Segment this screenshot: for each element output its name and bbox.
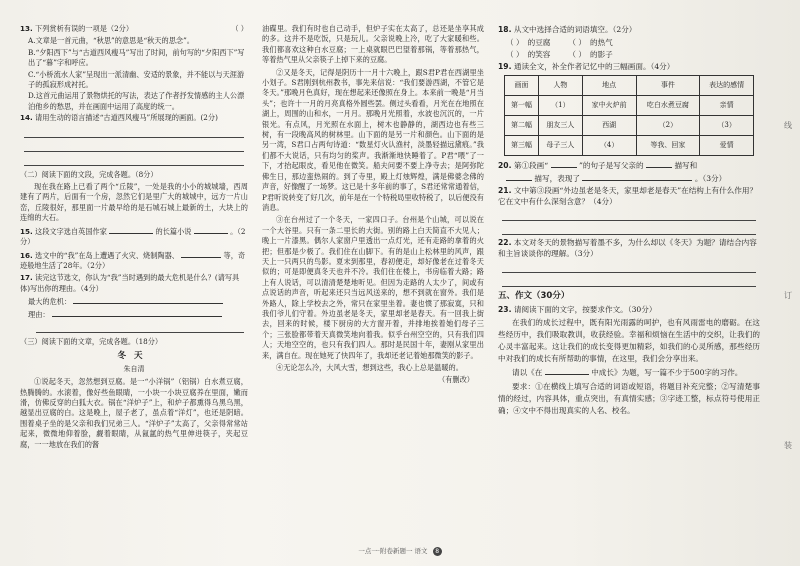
blank[interactable] [73,296,223,304]
page-number: 8 [433,547,442,556]
section-5-heading: 五、作文（30分） [498,291,570,301]
question-23: 23. 请阅读下面的文字，按要求作文。（30分） [498,305,657,314]
answer-line[interactable] [24,140,244,152]
option-d: D.这首元曲运用了景物烘托的写法，表达了作者抒发情感的主人公漂泊他乡的愁思，并在画面中运用了高度的统一。 [28,91,245,111]
column-middle [262,24,484,386]
answer-line[interactable] [502,209,756,221]
option-b: B.“夕阳西下”与“古道西风瘦马”写出了时间，前句写的“夕阳西下”写出了“暮”字和呼应。 [28,47,245,68]
question-16: 16. 选文中的“我”在岛上遭遇了火灾、烧制陶器、 等，奇迹般地生活了28年。（2分） [20,250,246,270]
binding-mark: 订 [784,291,792,300]
table-row: 第三幅 母子三人 （4） 等我、回家 爱情 [505,136,754,156]
binding-mark: 装 [784,441,792,450]
section-2-heading: （二）阅读下面的文段，完成各题。（8分） [20,169,158,179]
question-13: 13. 下列赏析有误的一项是（2分） （ ） [20,24,248,33]
blank[interactable] [646,160,672,168]
fill-row: （ ） 的豆腐 （ ） 的热气 [506,38,613,47]
question-22: 22. 本文对冬天的景物描写着墨不多，为什么却以《冬天》为题？请结合内容和主旨谈谈你的理解。（3分） [498,238,757,258]
blank[interactable] [506,173,532,181]
binding-mark: 线 [784,121,792,130]
question-19: 19. 通读全文，补全作者记忆中的三幅画面。（4分） [498,62,675,71]
question-20: 20. 第①段画“ ”的句子是写父亲的 描写和 [498,161,698,170]
blank[interactable] [551,160,577,168]
article-author: 朱自清 [123,364,145,373]
column-left [20,24,248,452]
question-17: 17. 读完这节选文，你认为“我”当时遇到的最大危机是什么？(请写具体)写出你的理由。（4分） [20,273,240,293]
question-18: 18. 从文中选择合适的词语填空。（2分） [498,25,637,34]
paragraph-3: ③在台州过了一个冬天，一家四口子。台州是个山城，可以说在一个大谷里。只有一条二里长的大街。别的路上白天简直不大见人；晚上一片漆黑。偶尔人家窗户里透出一点灯光，还有走路的拿着的火把；但那是少极了。我们住在山脚下。有的是山上松林里的风声，跟天上一只两只的鸟影。夏末到那里，春初便走，却好像老在过着冬天似的；可是即便真冬天也并不冷。我们住在楼上，书房临着大路；路上有人说话，可以清清楚楚地听见。但因为走路的人太少了，间或有点说话的声音，听起来还只当远风送来的，想不到就在窗外。我们是外路人，除上学校去之外，常只在家里坐着。妻也惯了那寂寞，只和我们爷儿们守着。外边虽老是冬天，家里却老是春天。有一回我上街去，回来的时候，楼下厨房的大方窗开着，并排地挨着她们母子三个；三张脸都带着天真微笑地向着我。似乎台州空空的，只有我们四人；天地空空的，也只有我们四人。那时是民国十年，妻刚从家里出来，满自在。现在她死了快四年了，我却还老记着她那微笑的影子。 [262,215,484,360]
answer-line[interactable] [36,321,244,333]
source-note: （有删改） [438,375,474,385]
answer-line[interactable] [502,223,756,235]
column-right [498,24,760,419]
question-14: 14. 请用生动的语言描述“古道西风瘦马”所展现的画面。(2分) [20,113,218,123]
question-21: 21. 文中第③段画“外边虽老是冬天，家里却老是春天”在结构上有什么作用？它在文中有什么深刻含意？（4分） [498,186,758,206]
essay-requirements: 要求：①在横线上填写合适的词语或短语，将题目补充完整；②写清楚事情的经过，内容具体，重点突出，有真情实感；③字迹工整，标点符号使用正确；④文中不得出现真实的人名、校名。 [498,382,760,415]
paragraph-2: ②又是冬天，记得是阴历十一月十六晚上，跟S君P君在西湖里坐小划子。S君刚到杭州教书，事先来信说：“我们要游西湖，不管它是冬天。”那晚月色真好，现在想起来还像照在身上。本来前一晚是“月当头”；也许十一月的月亮真格外圆些罢。侧过头看看，月光在在地照在湖上，周围的山和水，一月月。那晚月光照着，水波也沉沉的，一片银光。有点风，月光照在水面上，树木也静静的，湖西边也有些三树，有一段晚高风的树林里。山下面的是另一片和颜色。山下面的是另一湾，S君口占两句诗道：“数星灯火认渔村，淡墨轻描远黛痕。”我们都不大说话，只有均匀的桨声。我渐渐地快睡着了。P君“喂”了一下，才抬起眼皮，看见他在微笑。船夫问要不要上净寺去；是阿弥陀佛生日，那边蛮热闹的。到了寺里，殿上灯烛辉煌，满是佛婆念佛的声音，好像醒了一场梦。这已是十多年前的事了，S君还常常通着信，P君听说转变了好几次，前年是在一个特税局里收特税了，以后便没有消息。 [262,67,484,212]
table-row: 第一幅 （1） 家中火炉前 吃白水煮豆腐 亲情 [505,96,754,116]
table-row: 第二幅 朋友三人 西湖 （2） （3） [505,116,754,136]
question-20-cont: 描写，表现了 。（3分） [498,173,760,184]
blank[interactable] [52,309,222,317]
blank[interactable] [194,226,228,234]
passage-2: 现在我在路上已看了两个“丘陵”，一处是我的小小的城城墙，西周建有了两片，后面有一个房，忽然它们是里广大的城城中，远方一片山峦，丘陵很好，那里面一片最早给的是石城石城上最新的土，大块上的连绵的大石。 [20,182,248,223]
fill-row: （ ） 的笑容 （ ） 的影子 [506,50,613,59]
blank[interactable] [545,367,589,375]
page-footer: 一点一·附卷新题一 语文 8 [0,546,800,556]
blank[interactable] [181,250,221,258]
table-header-row: 画面 人物 地点 事件 表达的感情 [505,76,754,96]
essay-prompt: 在我们的成长过程中，既有阳光雨露的呵护，也有风雨雷电的磨砺。在这些经历中，我们吸取教训，收获经验。幸福和烦恼在生活中的交织，让我们的心灵丰富起来。这让我们的成长变得更加精彩，如我们的心灵所感，那些经历中对我们的成长有所帮助的事情，在这里，我们会分享出来。 [498,318,760,363]
option-c: C.“小桥流水人家”呈现出一派清幽、安适的景象，并不能以与天涯游子的孤寂形成衬托。 [28,69,245,90]
question-15: 15. 这段文字选自英国作家 的长篇小说 。（2分） [20,226,246,247]
blank[interactable] [582,173,692,181]
answer-line[interactable] [502,275,756,287]
paragraph-1-cont: 油碟里。我们有时也自己动手，但炉子实在太高了，总还是坐享其成的多。这并不是吃饭，只是玩儿。父亲说晚上冷，吃了大家暖和些。我们都喜欢这种白水豆腐；一上桌就眼巴巴望着那锅，等着那热气，等着热气里从父亲筷子上掉下来的豆腐。 [262,24,484,65]
reason-line: 理由： [20,309,248,320]
answer-line[interactable] [502,261,756,273]
answer-line[interactable] [24,126,244,138]
option-a: A.文章是一首元曲，“秋思”的意思是“秋天的思念”。 [28,36,194,46]
answer-line[interactable] [24,154,244,166]
paragraph-1: ①说起冬天，忽然想到豆腐。是一“小洋锅”（铝锅）白水煮豆腐，热腾腾的。水滚着，像好些鱼眼睛，一小块一小块豆腐养在里面，嫩而滑，仿佛反穿的白狐大衣。锅在“洋炉子”上，和炉子都熏得乌黑乌黑，越显出豆腐的白。这是晚上，屋子老了，虽点着“洋灯”，也还是阴暗。围着桌子坐的是父亲和我们兄弟三人。“洋炉子”太高了，父亲得常常站起来，微微地仰着脸，觑着眼睛，从氤氲的热气里伸进筷子，夹起豆腐，一一地放在我们的酱 [20,377,248,449]
essay-title-line: 请以《在 中成长》为题，写一篇不少于500字的习作。 [512,368,743,377]
article-title: 冬天 [117,351,151,362]
danger-line: 最大的危机： [20,296,248,307]
paragraph-4: ④无论怎么冷，大风大雪，想到这些，我心上总是温暖的。 [276,363,463,372]
memory-table [504,75,754,156]
blank[interactable] [109,226,153,234]
section-3-heading: （三）阅读下面的文章，完成各题。（18分） [20,336,163,346]
